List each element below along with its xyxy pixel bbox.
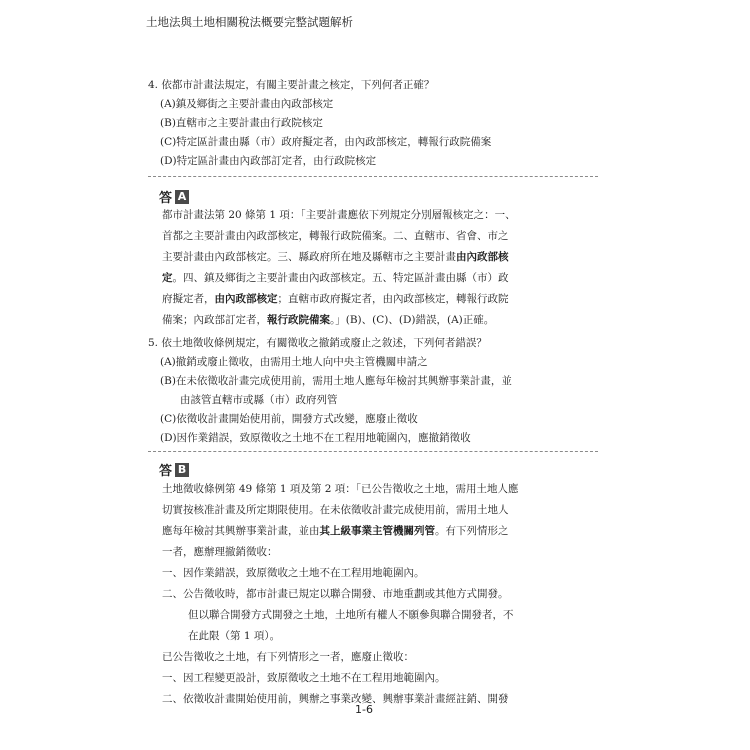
explanation-line: 但以聯合開發方式開發之土地，土地所有權人不願參與聯合開發者，不: [188, 609, 514, 621]
explanation-line: 都市計畫法第 20 條第 1 項：「主要計畫應依下列規定分別層報核定之：一、: [162, 209, 516, 221]
running-header: 土地法與土地相關稅法概要完整試題解析: [146, 15, 353, 29]
page-number: 1-6: [355, 703, 373, 716]
explanation-line: 切實按核准計畫及所定期限使用。在未依徵收計畫完成使用前，需用土地人: [162, 504, 509, 516]
text: 。」(B)、(C)、(D)錯誤，(A)正確。: [330, 314, 495, 326]
answer-label-4: [159, 187, 189, 206]
explanation-line: 首都之主要計畫由內政部核定，轉報行政院備案。二、直轄市、省會、市之: [162, 230, 509, 242]
explanation-line: 已公告徵收之土地，有下列情形之一者，應廢止徵收：: [162, 651, 414, 663]
text: 。四、鎮及鄉街之主要計畫由內政部核定。五、特定區計畫由縣（市）政: [172, 272, 509, 284]
question-5-option-b: (B)在未依徵收計畫完成使用前，需用土地人應每年檢討其興辦事業計畫，並: [160, 375, 512, 387]
question-5-option-b-cont: 由該管直轄市或縣（市）政府列管: [180, 394, 338, 406]
divider: [148, 451, 598, 452]
explanation-line: 土地徵收條例第 49 條第 1 項及第 2 項：「已公告徵收之土地，需用土地人應: [162, 483, 519, 495]
explanation-line: 在此限（第 1 項）。: [188, 630, 281, 642]
explanation-line: [162, 310, 592, 331]
explanation-line: 二、依徵收計畫開始使用前，興辦之事業改變、興辦事業計畫經註銷、開發: [162, 693, 509, 705]
explanation-line: 一者，應辦理撤銷徵收：: [162, 546, 278, 558]
answer-text: 答: [159, 464, 173, 479]
bold-text: 其上級事業主管機關列管: [319, 525, 435, 537]
answer-badge: A: [175, 190, 189, 204]
bold-text: 定: [162, 272, 173, 284]
explanation-line: [162, 247, 592, 268]
question-5: [148, 334, 598, 448]
answer-badge: B: [175, 463, 189, 477]
question-4-option-b: (B)直轄市之主要計畫由行政院核定: [160, 117, 323, 129]
question-4: [148, 76, 598, 171]
bold-text: 由內政部核: [456, 251, 509, 263]
text: 應每年檢討其興辦事業計畫，並由: [162, 525, 320, 537]
text: 主要計畫由內政部核定。三、縣政府所在地及縣轄市之主要計畫: [162, 251, 456, 263]
question-4-stem: 4. 依都市計畫法規定，有關主要計畫之核定，下列何者正確？: [148, 79, 435, 91]
question-5-option-a: (A)撤銷或廢止徵收，由需用土地人向中央主管機關申請之: [160, 356, 428, 368]
explanation-line: 一、因作業錯誤，致原徵收之土地不在工程用地範圍內。: [162, 567, 425, 579]
text: 府擬定者，: [162, 293, 215, 305]
question-4-option-a: (A)鎮及鄉街之主要計畫由內政部核定: [160, 98, 334, 110]
explanation-line: [162, 268, 592, 289]
question-5-option-c: (C)依徵收計畫開始使用前，開發方式改變，應廢止徵收: [160, 413, 418, 425]
answer-label-5: [159, 460, 189, 479]
explanation-5: [162, 479, 592, 710]
bold-text: 報行政院備案: [267, 314, 330, 326]
divider: [148, 176, 598, 177]
explanation-line: 一、因工程變更設計，致原徵收之土地不在工程用地範圍內。: [162, 672, 446, 684]
question-4-option-c: (C)特定區計畫由縣（市）政府擬定者，由內政部核定，轉報行政院備案: [160, 136, 492, 148]
text: 。有下列情形之: [435, 525, 509, 537]
explanation-line: [162, 521, 592, 542]
question-5-stem: 5. 依土地徵收條例規定，有關徵收之撤銷或廢止之敘述，下列何者錯誤？: [148, 337, 487, 349]
text: ；直轄市政府擬定者，由內政部核定，轉報行政院: [277, 293, 509, 305]
question-4-option-d: (D)特定區計畫由內政部訂定者，由行政院核定: [160, 155, 377, 167]
explanation-line: 二、公告徵收時，都市計畫已規定以聯合開發、市地重劃或其他方式開發。: [162, 588, 509, 600]
explanation-4: [162, 205, 592, 331]
bold-text: 由內政部核定: [214, 293, 278, 305]
question-5-option-d: (D)因作業錯誤，致原徵收之土地不在工程用地範圍內，應撤銷徵收: [160, 432, 471, 444]
answer-text: 答: [159, 191, 173, 206]
explanation-line: [162, 289, 592, 310]
text: 備案；內政部訂定者，: [162, 314, 267, 326]
